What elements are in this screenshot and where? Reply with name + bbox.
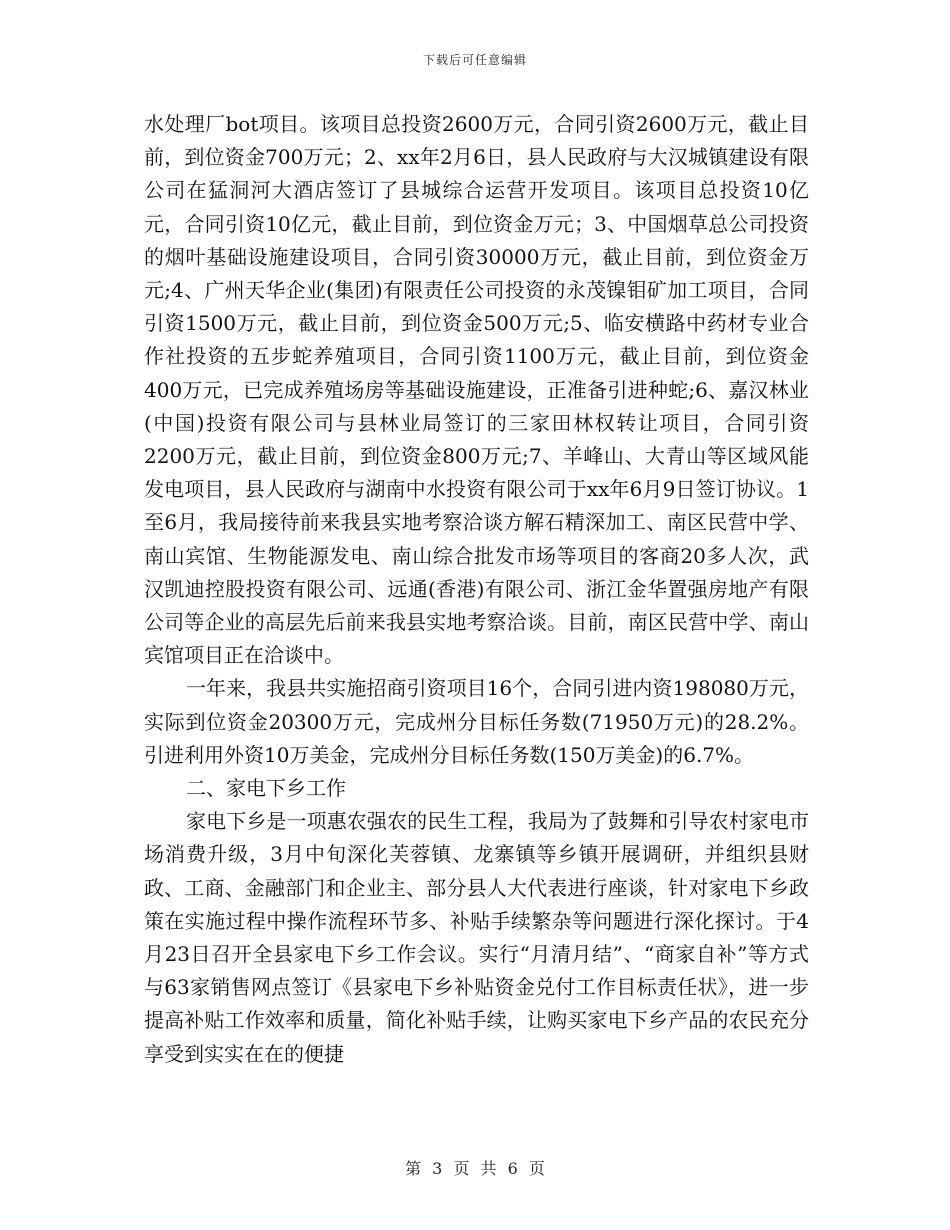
page-footer: 第 3 页 共 6 页 — [405, 1159, 545, 1178]
paragraph-appliances-program: 家电下乡是一项惠农强农的民生工程，我局为了鼓舞和引导农村家电市场消费升级，3月中旬深化芙蓉镇、龙寨镇等乡镇开展调研，并组织县财政、工商、金融部门和企业主、部分县人大代表进行座谈，针对家电下乡政策在实施过程中操作流程环节多、补贴手续繁杂等问题进行深化探讨。于4月23日召开全县家电下乡工作会议。实行“月清月结”、“商家自补”等方式与63家销售网点签订《县家电下乡补贴资金兑付工作目标责任状》，进一步提高补贴工作效率和质量，简化补贴手续，让购买家电下乡产品的农民充分享受到实实在在的便捷 — [144, 809, 809, 1066]
paragraph-investment-projects: 水处理厂bot项目。该项目总投资2600万元，合同引资2600万元，截止目前，到位资金700万元；2、xx年2月6日，县人民政府与大汉城镇建设有限公司在猛洞河大酒店签订了县城综合运营开发项目。该项目总投资10亿元，合同引资10亿元，截止目前，到位资金万元；3、中国烟草总公司投资的烟叶基础设施建设项目，合同引资30000万元，截止目前，到位资金万元;4、广州天华企业(集团)有限责任公司投资的永茂镍钼矿加工项目，合同引资1500万元，截止目前，到位资金500万元;5、临安横路中药材专业合作社投资的五步蛇养殖项目，合同引资1100万元，截止目前，到位资金400万元，已完成养殖场房等基础设施建设，正准备引进种蛇;6、嘉汉林业(中国)投资有限公司与县林业局签订的三家田林权转让项目，合同引资2200万元，截止目前，到位资金800万元;7、羊峰山、大青山等区域风能发电项目，县人民政府与湖南中水投资有限公司于xx年6月9日签订协议。1至6月，我局接待前来我县实地考察洽谈方解石精深加工、南区民营中学、南山宾馆、生物能源发电、南山综合批发市场等项目的客商20多人次，武汉凯迪控股投资有限公司、远通(香港)有限公司、浙江金华置强房地产有限公司等企业的高层先后前来我县实地考察洽谈。目前，南区民营中学、南山宾馆项目正在洽谈中。 — [144, 112, 809, 668]
paragraph-annual-summary: 一年来，我县共实施招商引资项目16个，合同引进内资198080万元，实际到位资金20300万元，完成州分目标任务数(71950万元)的28.2%。引进利用外资10万美金，完成州分目标任务数(150万美金)的6.7%。 — [144, 676, 809, 767]
page-header: 下载后可任意编辑 — [422, 53, 527, 67]
section-heading-appliances: 二、家电下乡工作 — [186, 776, 346, 801]
document-body — [144, 108, 809, 1071]
